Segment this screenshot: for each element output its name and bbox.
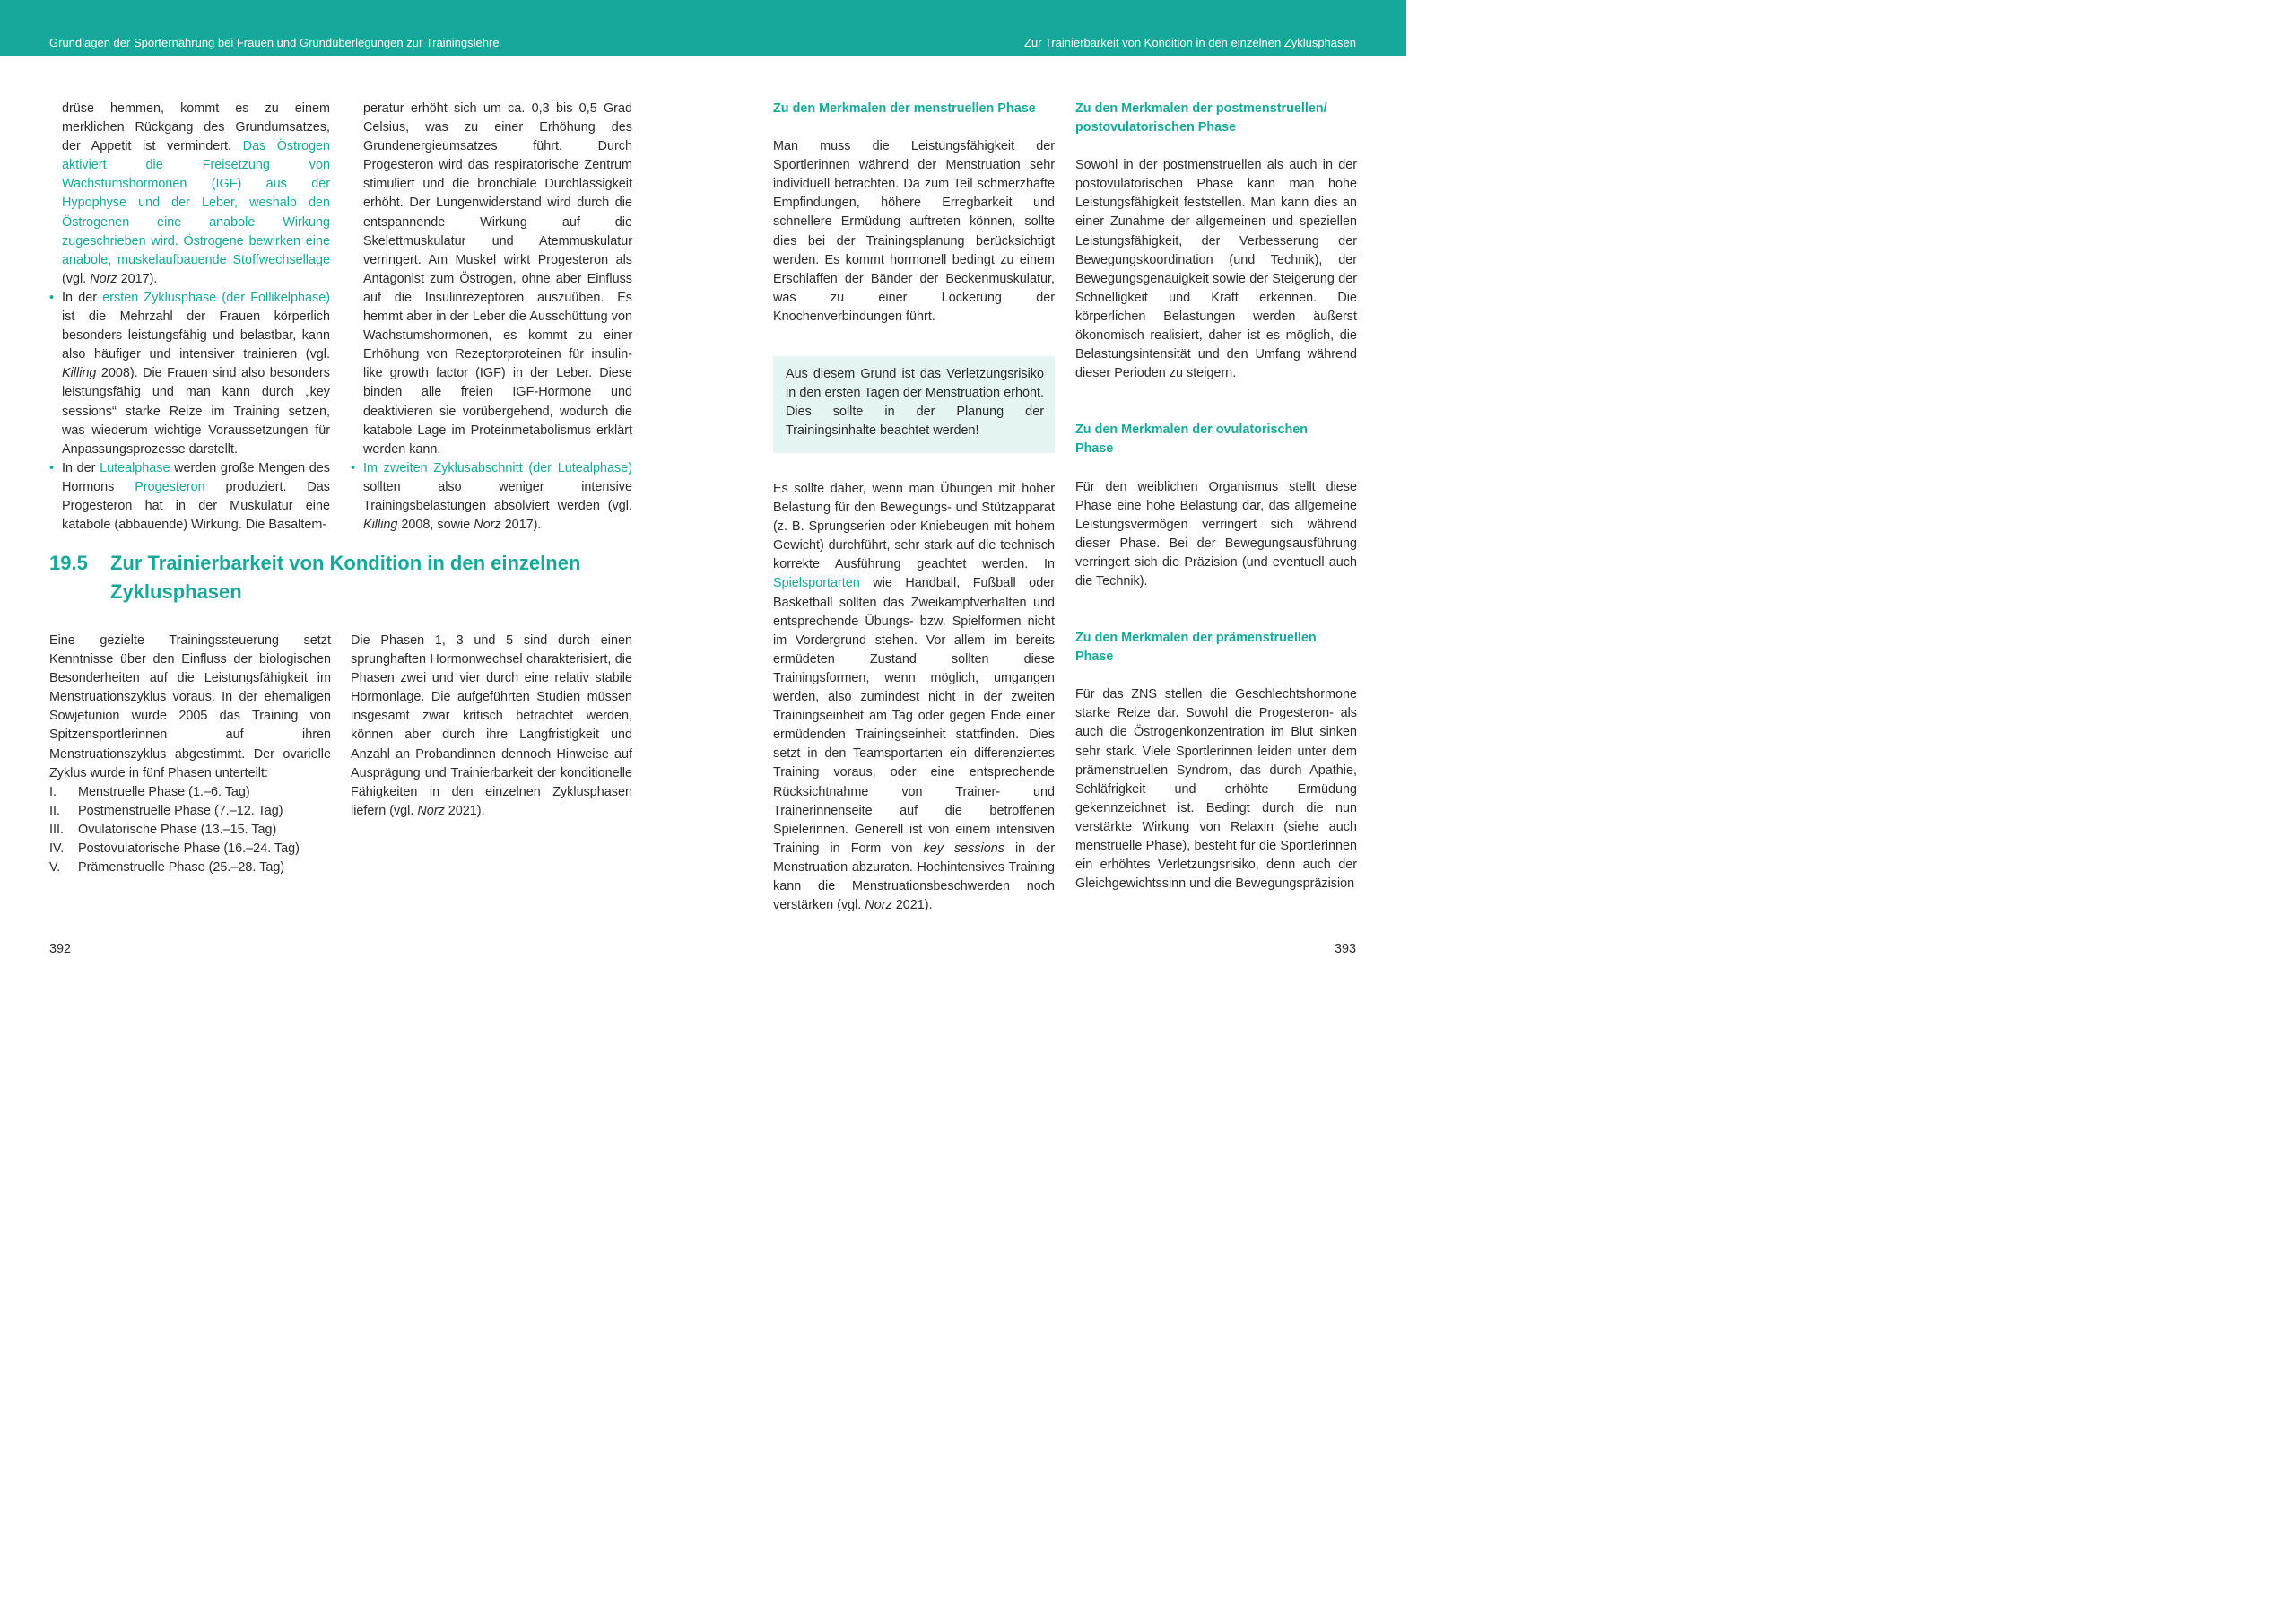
subheading: Zu den Merkmalen der ovulatorischen Phase — [1075, 423, 1309, 457]
list-item: • In der Lutealphase werden große Mengen des Hormons Progesteron produziert. Das Progesteron hat in der Muskulatur eine katabole (abbauende) Wirkung. Die Basaltem- — [49, 459, 330, 535]
phase-list-item — [49, 821, 331, 840]
info-box — [773, 356, 1055, 453]
list-item: • In der ersten Zyklusphase (der Follikelphase) ist die Mehrzahl der Frauen körperlich besonders leistungsfähig und belastbar, kann also häufiger und intensiver trainieren (vgl. Killing 2008). Die Frauen sind also besonders leistungsfähig und man kann durch „key sessions“ starke Reize im Training setzen, was wiederum wichtige Voraussetzungen für Anpassungsprozesse darstellt. — [49, 289, 330, 459]
bullet-list — [351, 459, 632, 535]
phase-label: Menstruelle Phase (1.–6. Tag) — [78, 784, 250, 799]
highlight-text: Im zweiten Zyklusabschnitt (der Lutealphase) — [363, 460, 632, 475]
phase-list-item — [49, 783, 331, 802]
citation-author: Norz — [90, 271, 117, 286]
phase-label: Postmenstruelle Phase (7.–12. Tag) — [78, 803, 283, 818]
paragraph: Die Phasen 1, 3 und 5 sind durch einen sprunghaften Hormonwechsel charakterisiert, die Phasen zwei und vier durch eine relativ stabile Hormonlage. Die aufgeführten Studien müssen insgesamt zwar kritisch betrachtet werden, können aber durch ihre Langfristigkeit und Anzahl an Probandinnen dennoch Hinweise auf Ausprägung und Trainierbarkeit der konditionelle Fähigkeiten in den einzelnen Zyklusphasen liefern (vgl. Norz 2021). — [351, 633, 632, 818]
subheading: Zu den Merkmalen der prämenstruellen Phase — [1075, 631, 1317, 665]
phase-list — [49, 783, 331, 877]
phase-numeral: V. — [49, 860, 61, 876]
italic-term: key sessions — [923, 841, 1004, 856]
section-title-line1: Zur Trainierbarkeit von Kondition in den einzelnen — [110, 552, 581, 574]
left-column-4 — [351, 632, 632, 821]
subheading: Zu den Merkmalen der menstruellen Phase — [773, 101, 1036, 116]
citation-author: Norz — [865, 898, 892, 913]
paragraph: Es sollte daher, wenn man Übungen mit hoher Belastung für den Bewegungs- und Stützapparat (z. B. Sprungserien oder Kniebeugen mit hohem Gewicht) durchführt, sehr stark auf die technisch korrekte Ausführung geachtet werden. In Spielsportarten wie Handball, Fußball oder Basketball sollten das Zweikampfverhalten und entsprechende Übungs- bzw. Spielformen nicht im Vordergrund stehen. Vor allem im bereits ermüdeten Zustand sollten diese Trainingsformen, wenn möglich, umgangen werden, also zumindest nicht in der zweiten Trainingseinheit am Tag oder gegen Ende einer ermüdenden Trainingseinheit stattfinden. Dies setzt in den Teamsportarten ein differenziertes Training voraus, oder eine entsprechende Rücksichtnahme von Trainer- und Trainerinnenseite auf die betroffenen Spielerinnen. Generell ist von einem intensiven Training in Form von key sessions in der Menstruation abzuraten. Hochintensives Training kann die Menstruationsbeschwerden noch verstärken (vgl. Norz 2021). — [773, 482, 1055, 913]
section-heading — [49, 549, 677, 606]
right-column-1 — [773, 100, 1055, 327]
left-column-2 — [351, 100, 632, 535]
phase-list-item — [49, 802, 331, 821]
highlight-text: Lutealphase — [100, 460, 170, 475]
right-column-2 — [1075, 100, 1357, 893]
citation-author: Norz — [417, 803, 445, 818]
citation-author: Killing — [363, 518, 398, 533]
paragraph: Sowohl in der postmenstruellen als auch in der postovulatorischen Phase kann man hohe Leistungsfähigkeit feststellen. Man kann dies an einer Zunahme der allgemeinen und speziellen Leistungsfähigkeit, der Verbesserung der Bewegungskoordination (und Technik), der Bewegungsgenauigkeit sowie der Steigerung der Schnelligkeit und Kraft erkennen. Die körperlichen Belastungen werden äußerst ökonomisch realisiert, daher ist es möglich, die Belastungsintensität und den Umfang während dieser Perioden zu steigern. — [1075, 158, 1357, 381]
highlight-text: Das Östrogen aktiviert die Freisetzung von Wachstumshormonen (IGF) aus der Hypophyse und der Leber, weshalb den Östrogenen eine anabole Wirkung zugeschrieben wird. Östrogene bewirken eine anabole, muskelaufbauende Stoffwechsellage — [62, 139, 330, 267]
left-column-1 — [49, 100, 330, 535]
section-title-line2: Zyklusphasen — [110, 580, 242, 603]
right-column-1-continued — [773, 480, 1055, 915]
highlight-text: Spielsportarten — [773, 576, 860, 591]
phase-list-item — [49, 840, 331, 858]
left-column-3 — [49, 632, 331, 877]
paragraph: Für den weiblichen Organismus stellt diese Phase eine hohe Belastung dar, das allgemeine Leistungsvermögen verringert sich während dieser Phase. Bei der Bewegungsausführung verringert sich die Präzision (und eventuell auch die Technik). — [1075, 479, 1357, 588]
paragraph: Für das ZNS stellen die Geschlechtshormone starke Reize dar. Sowohl die Progesteron- als auch die Östrogenkonzentration im Blut sinken sehr stark. Viele Sportlerinnen leiden unter dem prämenstruellen Syndrom, das durch Apathie, Schläfrigkeit und erhöhte Ermüdung gekennzeichnet ist. Bedingt durch die nun verstärkte Wirkung von Relaxin (siehe auch menstruelle Phase), besteht für die Sportlerinnen ein erhöhtes Verletzungsrisiko, denn auch der Gleichgewichtssinn und die Bewegungspräzision — [1075, 687, 1357, 892]
phase-numeral: II. — [49, 803, 60, 818]
phase-list-item — [49, 858, 331, 877]
highlight-text: Progesteron — [135, 479, 205, 494]
page-number-right: 393 — [1334, 942, 1356, 956]
page-number-left: 392 — [49, 942, 72, 956]
subheading: Zu den Merkmalen der postmenstruellen/ postovulatorischen Phase — [1075, 101, 1327, 135]
phase-numeral: I. — [49, 784, 57, 799]
phase-label: Postovulatorische Phase (16.–24. Tag) — [78, 841, 300, 857]
section-number: 19.5 — [49, 552, 88, 574]
info-box-text: Aus diesem Grund ist das Verletzungsrisiko in den ersten Tagen der Menstruation erhöht. Dies sollte in der Planung der Trainingsinhalte beachtet werden! — [786, 367, 1044, 439]
highlight-text: ersten Zyklusphase (der Follikelphase) — [102, 290, 330, 305]
phase-numeral: III. — [49, 822, 64, 837]
phase-label: Prämenstruelle Phase (25.–28. Tag) — [78, 860, 285, 876]
bullet-list — [49, 289, 330, 535]
paragraph: peratur erhöht sich um ca. 0,3 bis 0,5 Grad Celsius, was zu einer Erhöhung des Grundenergieumsatzes führt. Durch Progesteron wird das respiratorische Zentrum stimuliert und die bronchiale Durchlässigkeit erhöht. Der Lungenwiderstand wird durch die entspannende Wirkung auf die Skelettmuskulatur und Atemmuskulatur verringert. Am Muskel wirkt Progesteron als Antagonist zum Östrogen, ohne aber Einfluss auf die Insulinrezeptoren auszuüben. Es hemmt aber in der Leber die Ausschüttung von Wachstumshormonen, es kommt zu einer Erhöhung von Rezeptorproteinen für insulin-like growth factor (IGF) in der Leber. Diese binden alle freien IGF-Hormone und deaktivieren sie vorübergehend, wodurch die katabole Lage im Proteinmetabolismus erklärt werden kann. — [363, 101, 632, 457]
phase-numeral: IV. — [49, 841, 65, 857]
citation-author: Norz — [474, 518, 501, 533]
paragraph: Man muss die Leistungsfähigkeit der Sportlerinnen während der Menstruation sehr individuell betrachten. Da zum Teil schmerzhafte Empfindungen, höhere Erregbarkeit und schnellere Ermüdung auftreten können, sollte dies bei der Trainingsplanung berücksichtigt werden. Es kommt hormonell bedingt zu einem Erschlaffen der Bänder der Beckenmuskulatur, was zu einer Lockerung der Knochenverbindungen führt. — [773, 139, 1055, 324]
list-item: • Im zweiten Zyklusabschnitt (der Lutealphase) sollten also weniger intensive Trainingsbelastungen absolviert werden (vgl. Killing 2008, sowie Norz 2017). — [351, 459, 632, 535]
running-header-right: Zur Trainierbarkeit von Kondition in den einzelnen Zyklusphasen — [1024, 36, 1356, 49]
paragraph: Eine gezielte Trainingssteuerung setzt Kenntnisse über den Einfluss der biologischen Besonderheiten auf die Leistungsfähigkeit im Menstruationszyklus voraus. In der ehemaligen Sowjetunion wurde 2005 das Training von Spitzensportlerinnen auf ihren Menstruationszyklus abgestimmt. Der ovarielle Zyklus wurde in fünf Phasen unterteilt: — [49, 633, 331, 780]
phase-label: Ovulatorische Phase (13.–15. Tag) — [78, 822, 277, 837]
citation-author: Killing — [62, 366, 97, 381]
paragraph: drüse hemmen, kommt es zu einem merklichen Rückgang des Grundumsatzes, der Appetit ist vermindert. Das Östrogen aktiviert die Freisetzung von Wachstumshormonen (IGF) aus der Hypophyse und der Leber, weshalb den Östrogenen eine anabole Wirkung zugeschrieben wird. Östrogene bewirken eine anabole, muskelaufbauende Stoffwechsellage (vgl. Norz 2017). — [62, 101, 330, 286]
running-header-left: Grundlagen der Sporternährung bei Frauen und Grundüberlegungen zur Trainingslehre — [49, 36, 500, 49]
